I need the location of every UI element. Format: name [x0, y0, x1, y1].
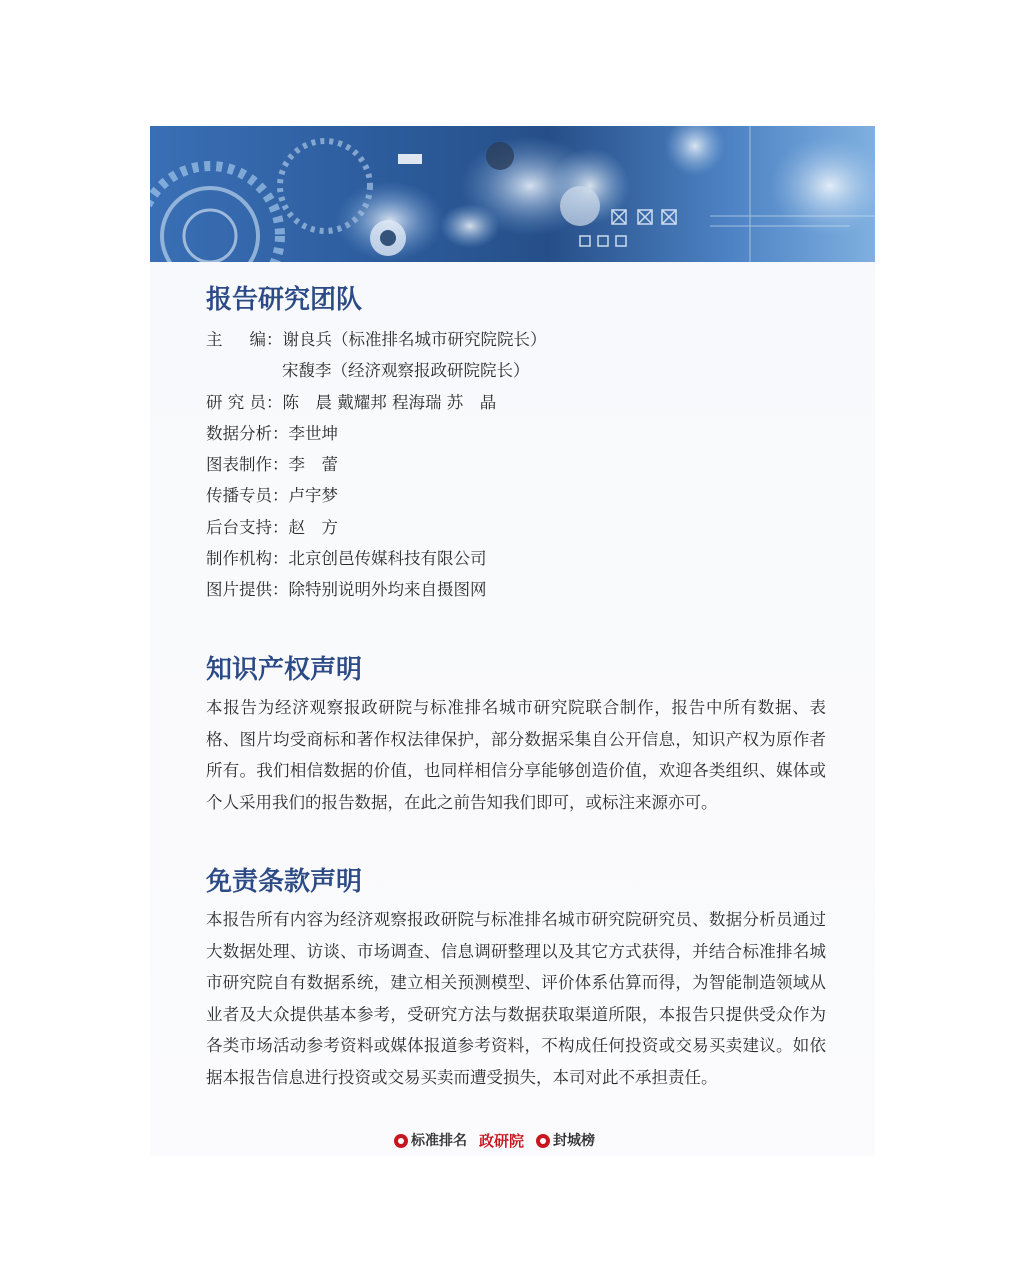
team-row-value: 卢宇梦 — [288, 486, 338, 506]
biaozhun-logo — [394, 1134, 467, 1148]
team-row-label: 制作机构： — [206, 549, 289, 569]
footer-logos — [394, 1130, 634, 1152]
team-row-editor — [206, 324, 826, 355]
team-row-communication — [206, 480, 826, 511]
team-row-label: 研 究 员： — [206, 392, 283, 412]
team-row-producer — [206, 543, 826, 574]
team-row-label: 传播专员： — [206, 486, 289, 506]
team-row-value: 谢良兵（标准排名城市研究院院长） — [282, 330, 547, 349]
team-row-label: 图片提供： — [206, 580, 289, 600]
team-row-label: 主 编： — [206, 330, 283, 349]
fengchengbang-logo-icon — [536, 1134, 550, 1148]
fengchengbang-logo — [536, 1134, 595, 1148]
team-list — [206, 324, 826, 606]
team-row-value: 除特别说明外均来自摄图网 — [288, 580, 487, 600]
team-row-value: 李世坤 — [288, 423, 338, 443]
tech-banner-image — [150, 126, 875, 262]
team-heading: 报告研究团队 — [206, 285, 363, 315]
team-row-value: 宋馥李（经济观察报政研院院长） — [282, 361, 530, 381]
logo-label: 政研院 — [479, 1132, 525, 1150]
logo-label: 封城榜 — [553, 1133, 596, 1149]
disclaimer-heading: 免责条款声明 — [206, 867, 363, 897]
team-row-value: 陈 晨 戴耀邦 程海瑞 苏 晶 — [282, 392, 497, 412]
team-row-label: 数据分析： — [206, 423, 289, 443]
team-row-value: 李 蕾 — [288, 455, 338, 475]
team-row-label: 后台支持： — [206, 517, 289, 537]
team-row-value: 北京创邑传媒科技有限公司 — [288, 549, 487, 569]
report-content — [206, 282, 826, 1087]
zhengyanyuan-logo — [479, 1134, 524, 1148]
team-row-label: 图表制作： — [206, 455, 289, 475]
team-row-data-analysis — [206, 418, 826, 449]
banner-machinery-illustration — [150, 126, 875, 262]
team-row-images — [206, 574, 826, 605]
team-row-editor-2 — [206, 355, 826, 386]
ip-heading: 知识产权声明 — [206, 655, 363, 685]
report-page — [150, 126, 875, 1156]
disclaimer-paragraph: 本报告所有内容为经济观察报政研院与标准排名城市研究院研究员、数据分析员通过大数据处理、访谈、市场调查、信息调研整理以及其它方式获得，并结合标准排名城市研究院自有数据系统，建立相关预测模型、评价体系估算而得，为智能制造领域从业者及大众提供基本参考，受研究方法与数据获取渠道所限，本报告只提供受众作为各类市场活动参考资料或媒体报道参考资料，不构成任何投资或交易买卖建议。如依据本报告信息进行投资或交易买卖而遭受损失，本司对此不承担责任。 — [206, 910, 826, 1087]
ip-section — [206, 652, 826, 818]
logo-label: 标准排名 — [411, 1133, 467, 1149]
team-row-backend — [206, 512, 826, 543]
team-row-charts — [206, 449, 826, 480]
biaozhun-logo-icon — [394, 1134, 408, 1148]
ip-paragraph: 本报告为经济观察报政研院与标准排名城市研究院联合制作，报告中所有数据、表格、图片均受商标和著作权法律保护，部分数据采集自公开信息，知识产权为原作者所有。我们相信数据的价值，也同样相信分享能够创造价值，欢迎各类组织、媒体或个人采用我们的报告数据，在此之前告知我们即可，或标注来源亦可。 — [206, 698, 826, 812]
team-row-researchers — [206, 387, 826, 418]
disclaimer-section — [206, 864, 826, 1093]
team-row-value: 赵 方 — [288, 517, 338, 537]
team-section — [206, 282, 826, 606]
